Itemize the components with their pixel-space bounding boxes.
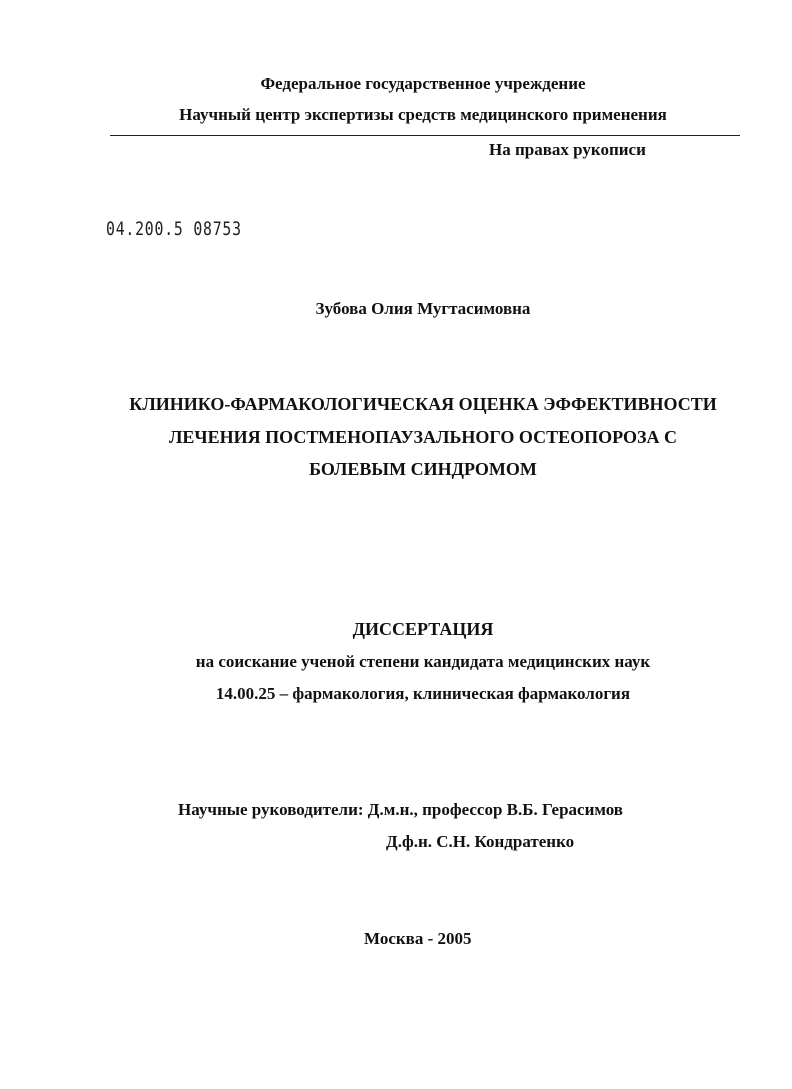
supervisors-line-2: Д.ф.н. С.Н. Кондратенко — [386, 832, 575, 851]
institution-line-1: Федеральное государственное учреждение — [260, 74, 586, 93]
specialty-line: 14.00.25 – фармакология, клиническая фармакология — [215, 684, 631, 703]
dissertation-label: ДИССЕРТАЦИЯ — [352, 619, 494, 639]
degree-line: на соискание ученой степени кандидата медицинских наук — [195, 652, 651, 671]
registration-number-stamp: 04.200.5 08753 — [106, 218, 242, 240]
place-and-year: Москва - 2005 — [364, 929, 472, 948]
supervisors-line-1: Научные руководители: Д.м.н., профессор В.Б. Герасимов — [178, 800, 623, 819]
dissertation-title-line-1: КЛИНИКО-ФАРМАКОЛОГИЧЕСКАЯ ОЦЕНКА ЭФФЕКТИВНОСТИ — [129, 394, 717, 414]
dissertation-title-line-2: ЛЕЧЕНИЯ ПОСТМЕНОПАУЗАЛЬНОГО ОСТЕОПОРОЗА С — [169, 427, 677, 447]
dissertation-title-line-3: БОЛЕВЫМ СИНДРОМОМ — [309, 459, 537, 479]
header-divider — [110, 135, 740, 136]
manuscript-rights-note: На правах рукописи — [489, 140, 646, 159]
institution-line-2: Научный центр экспертизы средств медицинского применения — [179, 105, 667, 124]
author-name: Зубова Олия Мугтасимовна — [315, 299, 531, 318]
